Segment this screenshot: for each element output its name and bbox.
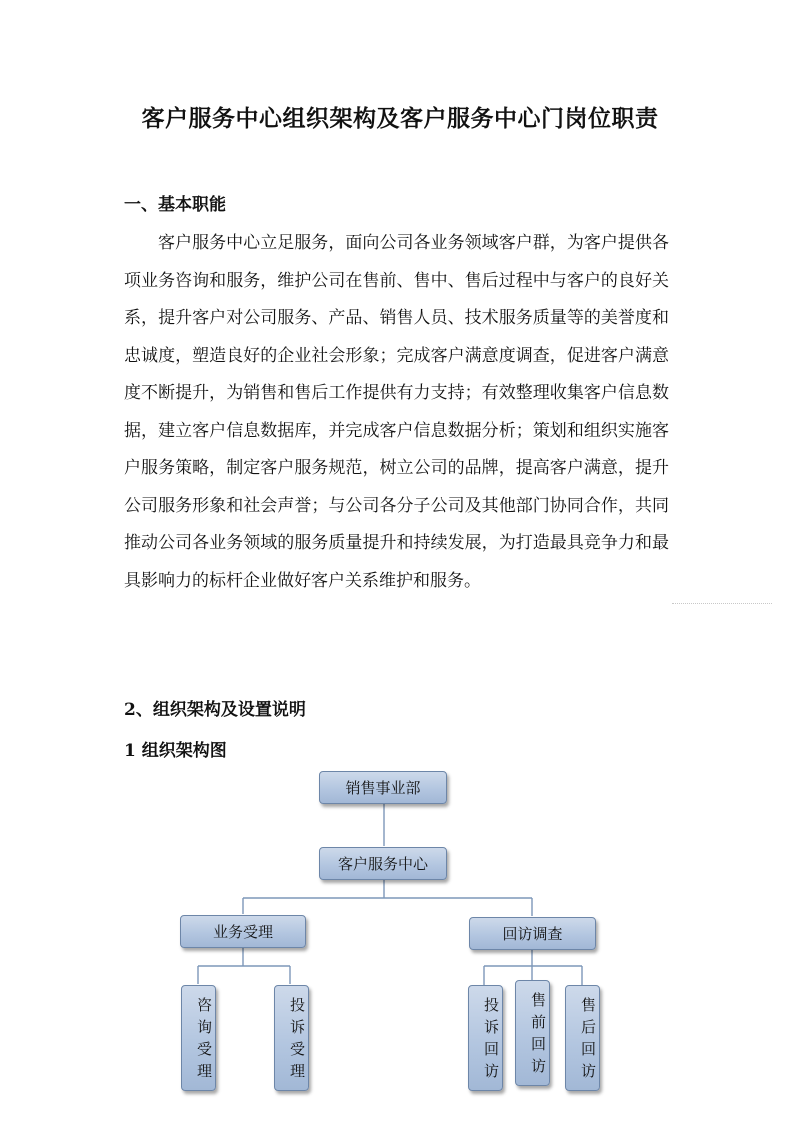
org-node-leaf: 投诉受理: [274, 985, 309, 1091]
subheading-org-chart: 1 组织架构图: [124, 741, 227, 761]
org-node-leaf: 售前回访: [515, 980, 550, 1086]
org-node-left-branch: 业务受理: [180, 915, 306, 948]
org-node-leaf: 投诉回访: [468, 985, 503, 1091]
org-node-leaf: 咨询受理: [181, 985, 216, 1091]
org-node-leaf: 售后回访: [565, 985, 600, 1091]
document-title: 客户服务中心组织架构及客户服务中心门岗位职责: [141, 105, 659, 132]
basic-functions-paragraph: 客户服务中心立足服务，面向公司各业务领域客户群，为客户提供各项业务咨询和服务，维护公司在售前、售中、售后过程中与客户的良好关系，提升客户对公司服务、产品、销售人员、技术服务质量等的美誉度和忠诚度，塑造良好的企业社会形象；完成客户满意度调查，促进客户满意度不断提升，为销售和售后工作提供有力支持；有效整理收集客户信息数据，建立客户信息数据库，并完成客户信息数据分析；策划和组织实施客户服务策略，制定客户服务规范，树立公司的品牌，提高客户满意，提升公司服务形象和社会声誉；与公司各分子公司及其他部门协同合作，共同推动公司各业务领域的服务质量提升和持续发展，为打造最具竞争力和最具影响力的标杆企业做好客户关系维护和服务。: [124, 233, 669, 591]
section-heading-org-structure: 2、组织架构及设置说明: [124, 700, 306, 720]
org-node-right-branch: 回访调查: [469, 917, 596, 950]
org-node-root: 销售事业部: [319, 771, 447, 804]
section-heading-basic-functions: 一、基本职能: [124, 195, 226, 215]
org-node-center: 客户服务中心: [319, 847, 447, 880]
dotted-divider: [672, 603, 772, 604]
